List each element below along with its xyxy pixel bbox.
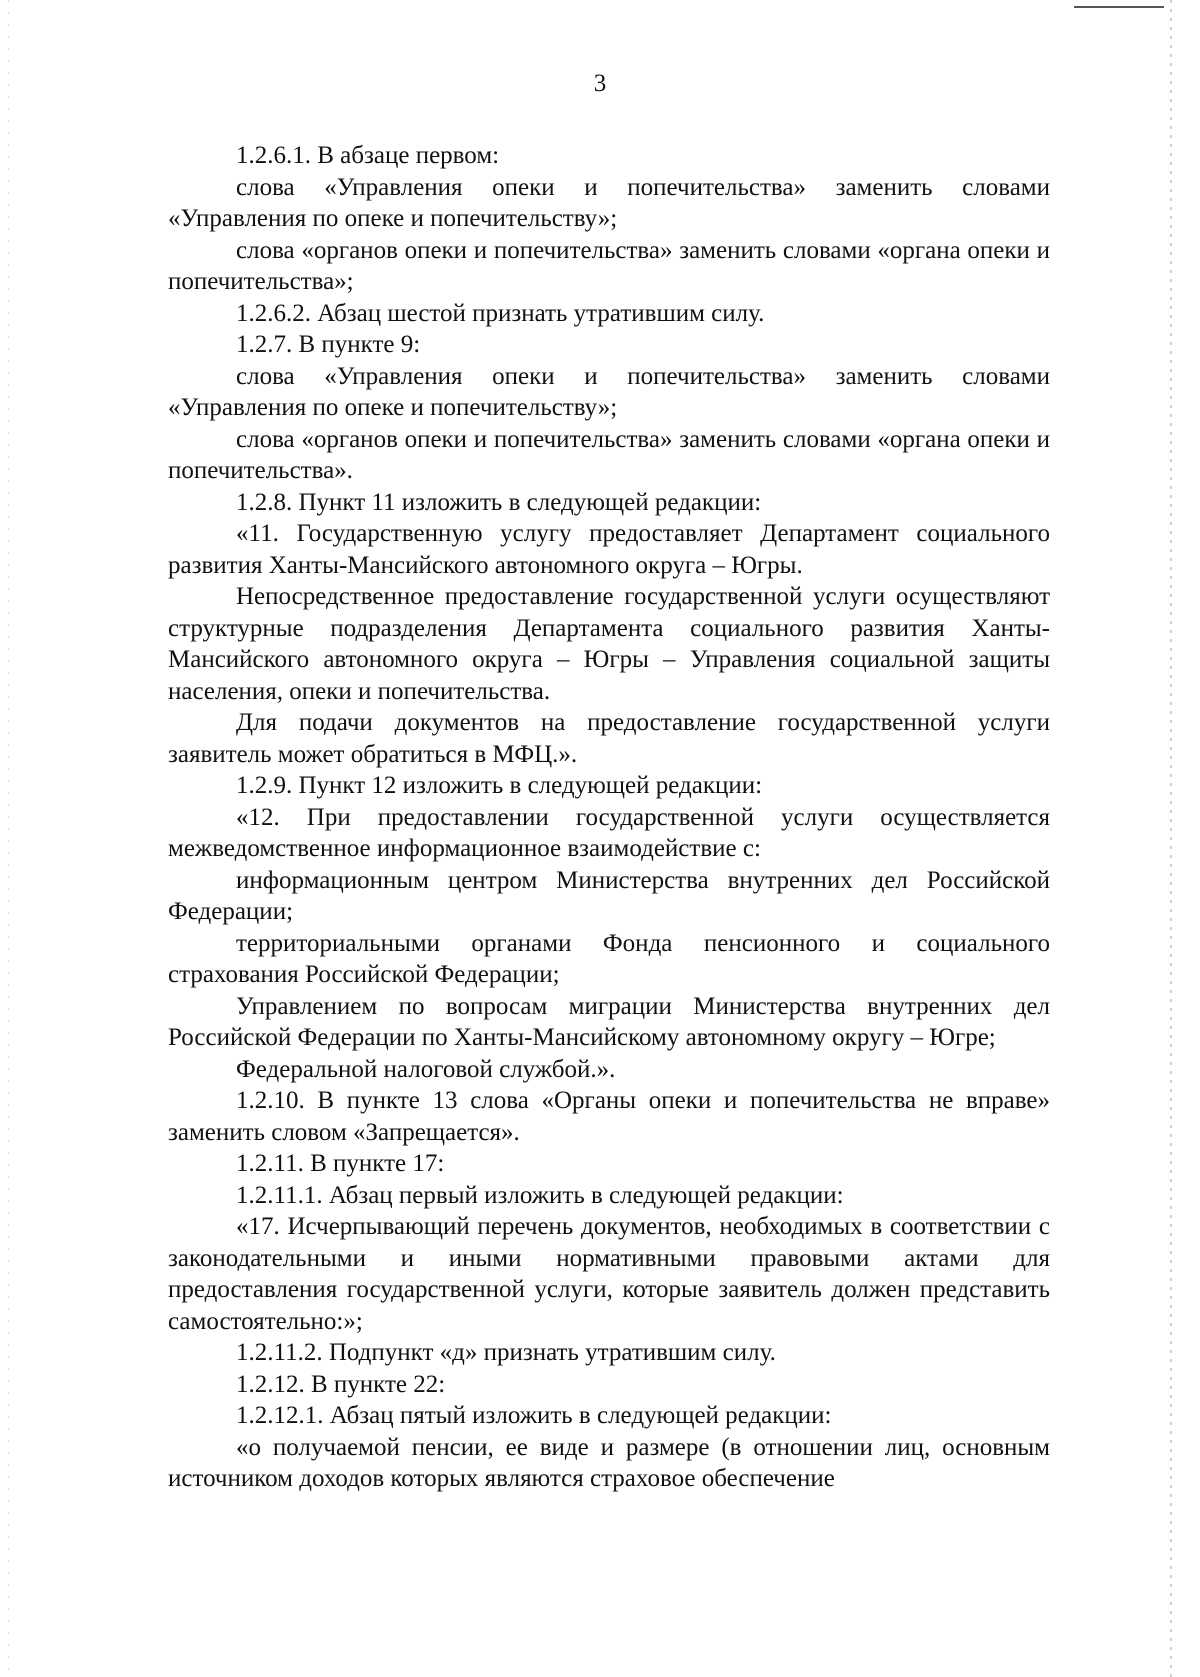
paragraph: 1.2.10. В пункте 13 слова «Органы опеки и попечительства не вправе» заменить словом «Запрещается». <box>168 1087 1050 1146</box>
paragraph: «11. Государственную услугу предоставляет Департамент социального развития Ханты-Мансийского автономного округа – Югры. <box>168 520 1050 579</box>
paragraph: информационным центром Министерства внутренних дел Российской Федерации; <box>168 866 1050 925</box>
paragraph: 1.2.9. Пункт 12 изложить в следующей редакции: <box>236 772 763 799</box>
scan-edge-left <box>8 0 9 1677</box>
paragraph: «12. При предоставлении государственной услуги осуществляется межведомственное информационное взаимодействие с: <box>168 803 1050 862</box>
paragraph: слова «органов опеки и попечительства» заменить словами «органа опеки и попечительства»; <box>168 236 1050 295</box>
paragraph: 1.2.11.1. Абзац первый изложить в следующей редакции: <box>236 1181 844 1209</box>
paragraph: 1.2.11. В пункте 17: <box>236 1150 445 1177</box>
paragraph: 1.2.6.1. В абзаце первом: <box>236 142 500 169</box>
page-number: 3 <box>593 70 607 97</box>
paragraph: территориальными органами Фонда пенсионного и социального страхования Российской Федерации; <box>168 929 1050 988</box>
scan-top-rule <box>1074 6 1164 8</box>
paragraph: Для подачи документов на предоставление государственной услуги заявитель может обратиться в МФЦ.». <box>168 709 1050 768</box>
paragraph: Управлением по вопросам миграции Министерства внутренних дел Российской Федерации по Ханты-Мансийскому автономному округу – Югре; <box>168 992 1050 1051</box>
paragraph: 1.2.6.2. Абзац шестой признать утратившим силу. <box>236 299 765 327</box>
paragraph: слова «Управления опеки и попечительства» заменить словами «Управления по опеке и попечительству»; <box>168 173 1050 232</box>
paragraph: 1.2.7. В пункте 9: <box>236 331 421 358</box>
paragraph: 1.2.12. В пункте 22: <box>236 1370 446 1398</box>
paragraph: «17. Исчерпывающий перечень документов, необходимых в соответствии с законодательными и иными нормативными правовыми актами для предоставления государственной услуги, которые заявитель должен представить самостоятельно:»; <box>168 1213 1050 1335</box>
document-body <box>168 140 1050 1495</box>
scan-edge-right <box>1170 0 1172 1677</box>
paragraph: 1.2.11.2. Подпункт «д» признать утратившим силу. <box>236 1339 776 1366</box>
paragraph: Федеральной налоговой службой.». <box>236 1055 616 1083</box>
paragraph: Непосредственное предоставление государственной услуги осуществляют структурные подразделения Департамента социального развития Ханты-Мансийского автономного округа – Югры – Управления социальной защиты населения, опеки и попечительства. <box>168 583 1050 705</box>
paragraph: 1.2.12.1. Абзац пятый изложить в следующей редакции: <box>236 1402 832 1429</box>
paragraph: «о получаемой пенсии, ее виде и размере (в отношении лиц, основным источником доходов которых являются страховое обеспечение <box>168 1433 1050 1492</box>
paragraph: слова «органов опеки и попечительства» заменить словами «органа опеки и попечительства». <box>168 425 1050 484</box>
paragraph: 1.2.8. Пункт 11 изложить в следующей редакции: <box>236 488 762 516</box>
paragraph: слова «Управления опеки и попечительства» заменить словами «Управления по опеке и попечительству»; <box>168 362 1050 421</box>
